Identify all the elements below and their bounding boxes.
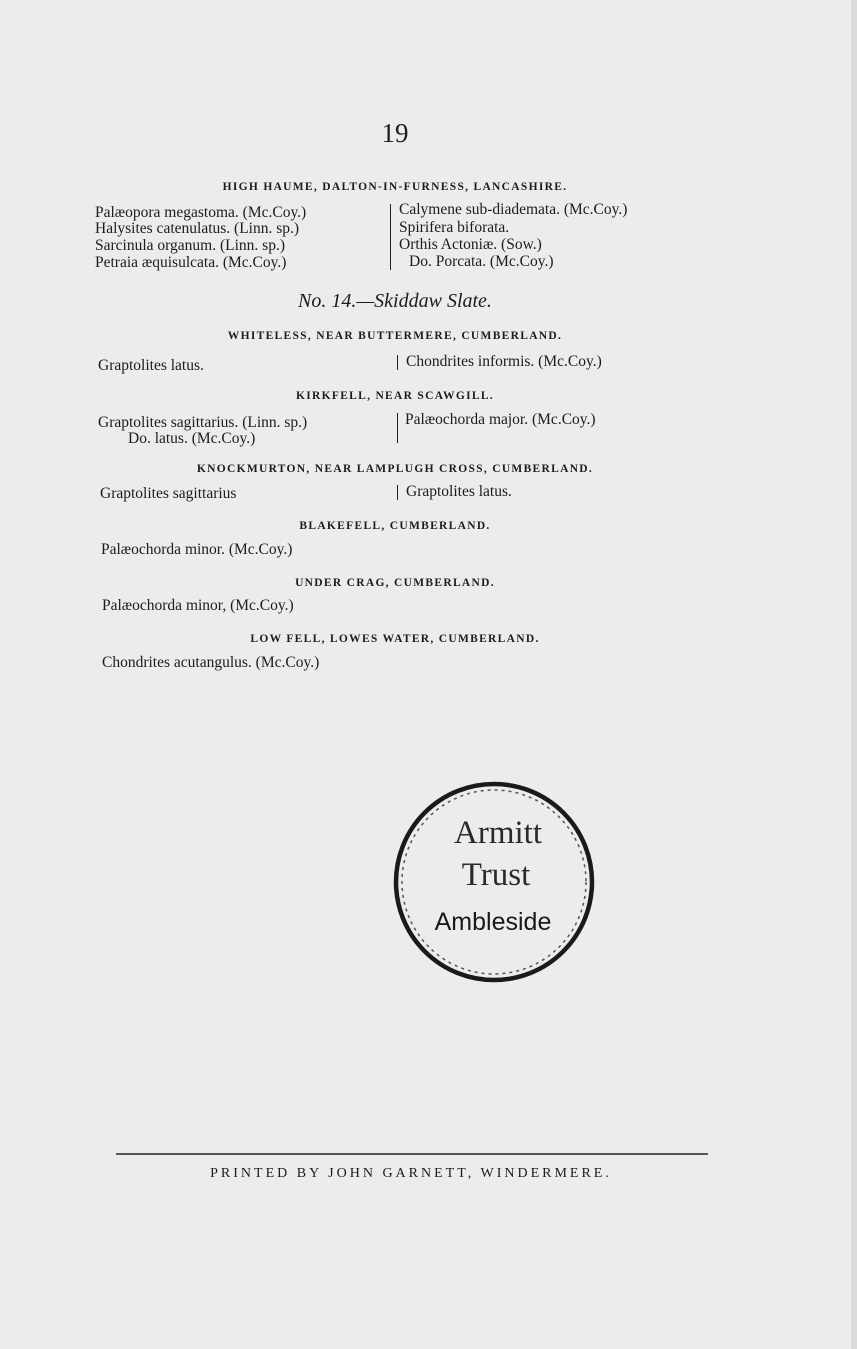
species-kirkfell-right-1: Palæochorda major. (Mc.Coy.) xyxy=(405,411,596,428)
location-heading-knockmurton: KNOCKMURTON, NEAR LAMPLUGH CROSS, CUMBERLAND. xyxy=(196,463,594,475)
printer-imprint: PRINTED BY JOHN GARNETT, WINDERMERE. xyxy=(210,1166,612,1181)
species-high-haume-right-4: Do. Porcata. (Mc.Coy.) xyxy=(409,253,554,270)
species-high-haume-left-1: Palæopora megastoma. (Mc.Coy.) xyxy=(95,204,307,221)
page-number: 19 xyxy=(381,118,409,148)
species-kirkfell-left-2: Do. latus. (Mc.Coy.) xyxy=(128,430,256,447)
section-title: No. 14.—Skiddaw Slate. xyxy=(298,290,492,312)
stamp-line-1: Armitt xyxy=(454,815,542,851)
species-whiteless-right-1: Chondrites informis. (Mc.Coy.) xyxy=(406,353,602,370)
stamp-line-3: Ambleside xyxy=(434,908,552,936)
column-divider xyxy=(397,355,398,370)
location-heading-whiteless: WHITELESS, NEAR BUTTERMERE, CUMBERLAND. xyxy=(227,330,563,342)
location-heading-kirkfell: KIRKFELL, NEAR SCAWGILL. xyxy=(296,390,494,402)
species-high-haume-right-1: Calymene sub-diademata. (Mc.Coy.) xyxy=(399,201,628,218)
location-heading-low-fell: LOW FELL, LOWES WATER, CUMBERLAND. xyxy=(250,633,540,645)
column-divider xyxy=(390,204,391,270)
library-stamp xyxy=(390,778,598,986)
footer-rule xyxy=(116,1153,708,1155)
species-knockmurton-right-1: Graptolites latus. xyxy=(406,483,512,500)
column-divider xyxy=(397,413,398,443)
location-heading-high-haume: HIGH HAUME, DALTON-IN-FURNESS, LANCASHIRE. xyxy=(222,181,568,193)
species-under-crag-left-1: Palæochorda minor, (Mc.Coy.) xyxy=(102,597,294,614)
species-high-haume-right-3: Orthis Actoniæ. (Sow.) xyxy=(399,236,542,253)
stamp-line-2: Trust xyxy=(461,857,531,893)
location-heading-under-crag: UNDER CRAG, CUMBERLAND. xyxy=(295,577,495,589)
species-knockmurton-left-1: Graptolites sagittarius xyxy=(100,485,237,502)
species-kirkfell-left-1: Graptolites sagittarius. (Linn. sp.) xyxy=(98,414,308,431)
species-high-haume-right-2: Spirifera biforata. xyxy=(399,219,510,236)
species-blakefell-left-1: Palæochorda minor. (Mc.Coy.) xyxy=(101,541,293,558)
location-heading-blakefell: BLAKEFELL, CUMBERLAND. xyxy=(299,520,491,532)
column-divider xyxy=(397,485,398,500)
species-high-haume-left-3: Sarcinula organum. (Linn. sp.) xyxy=(95,237,285,254)
species-high-haume-left-2: Halysites catenulatus. (Linn. sp.) xyxy=(95,220,300,237)
page-edge xyxy=(851,0,857,1349)
species-whiteless-left-1: Graptolites latus. xyxy=(98,357,204,374)
species-low-fell-left-1: Chondrites acutangulus. (Mc.Coy.) xyxy=(102,654,320,671)
species-high-haume-left-4: Petraia æquisulcata. (Mc.Coy.) xyxy=(95,254,287,271)
